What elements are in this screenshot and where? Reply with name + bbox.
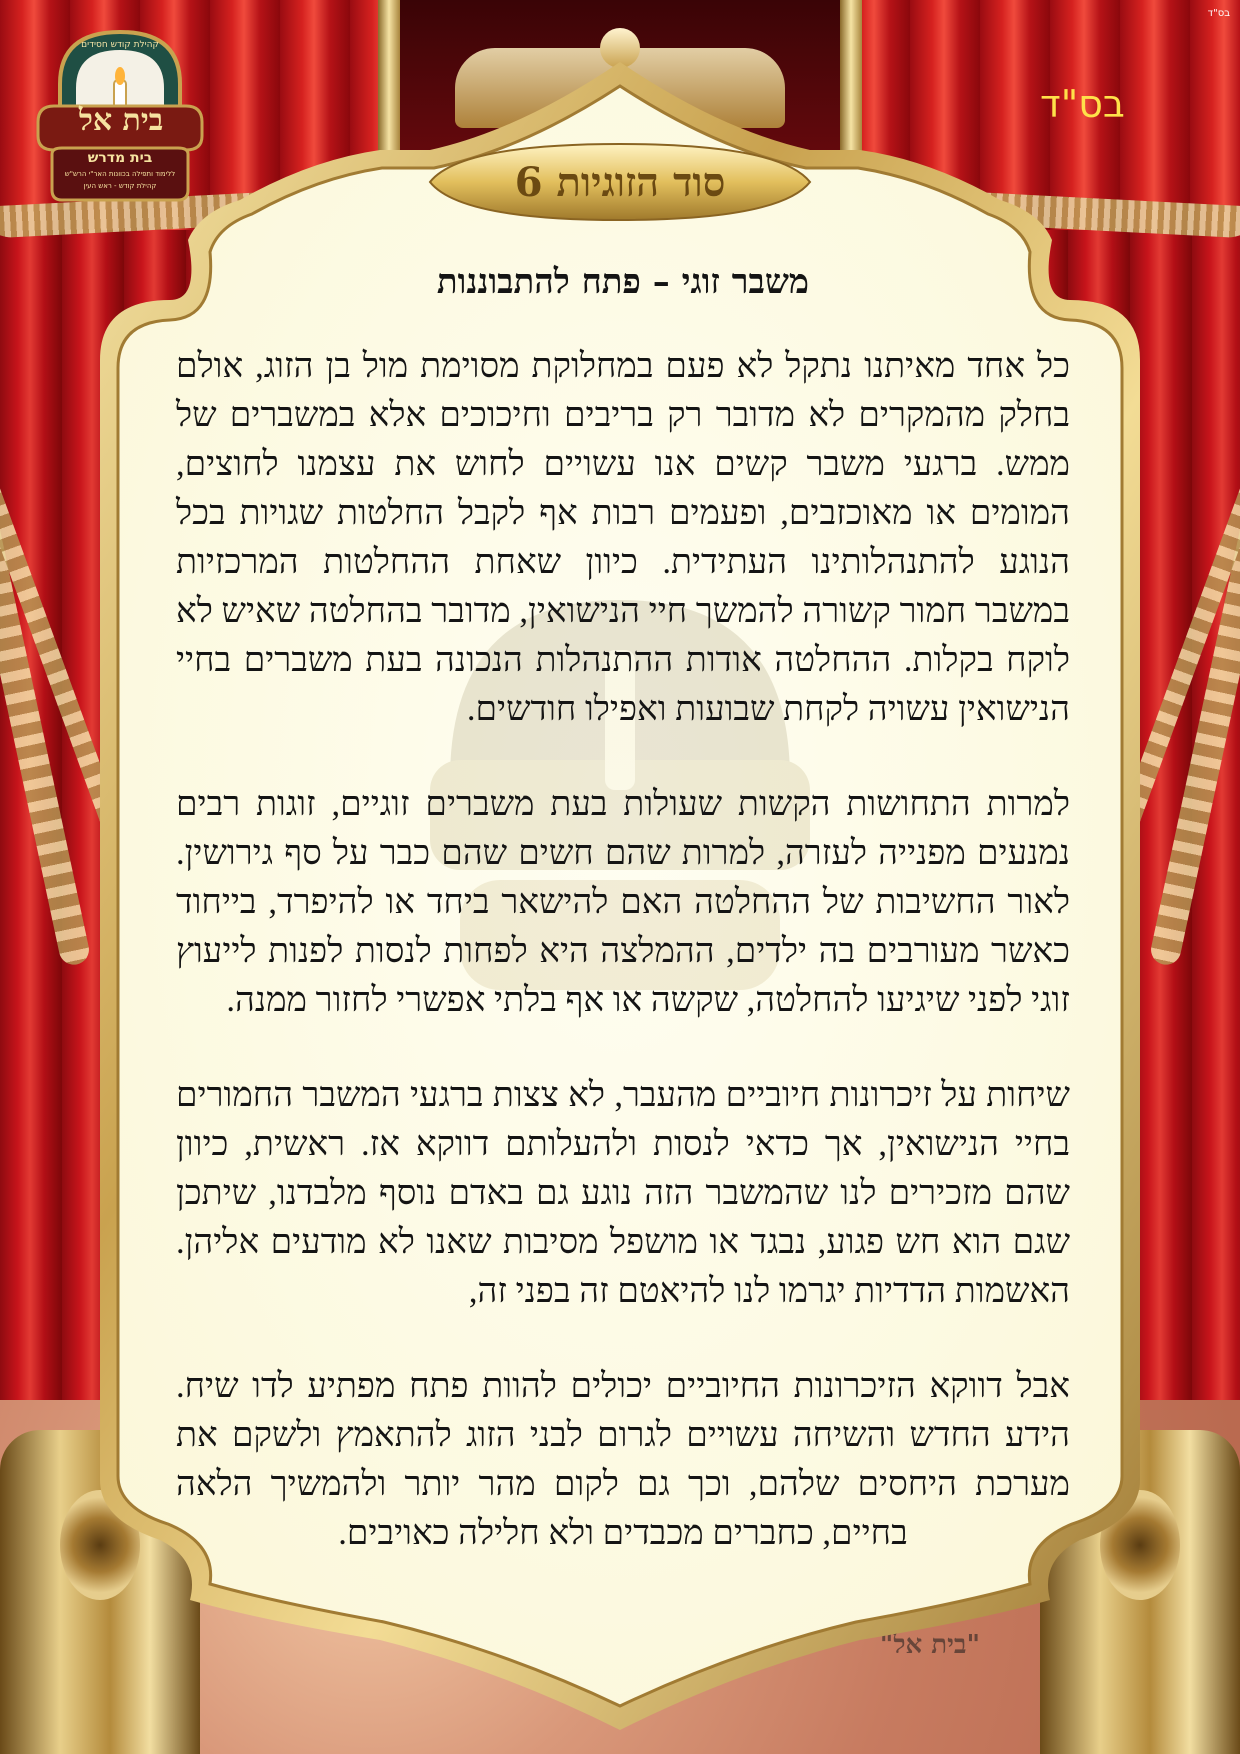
logo-plaque-line2: קהילת קודש - ראש העין [83,182,157,190]
bsd-label: בס"ד [1040,82,1125,126]
paragraph-4: אבל דווקא הזיכרונות החיוביים יכולים להוות פתח מפתיע לדו שיח. הידע החדש והשיחה עשויים לגרום לבני הזוג להתאמץ ולשקם את מערכת היחסים שלהם, וכך גם לקום מהר יותר ולהמשיך הלאה בחיים, כחברים מכבדים ולא חלילה כאויבים. [176,1367,1070,1552]
corner-bsd-label: בס"ד [1207,8,1230,19]
paragraph-1: כל אחד מאיתנו נתקל לא פעם במחלוקת מסוימת מול בן הזוג, אולם בחלק מהמקרים לא מדובר רק בריבים וחיכוכים אלא במשברים של ממש. ברגעי משבר קשים אנו עשויים לחוש את עצמנו לחוצים, המומים או מאוכזבים, ופעמים רבות אף לקבל החלטות שגויות בכל הנוגע להתנהלותינו העתידית. כיוון שאחת ההחלטות המרכזיות במשבר חמור קשורה להמשך חיי הנישואין, מדובר בהחלטה שאיש לא לוקח בקלות. ההחלטה אודות ההתנהלות הנכונה בעת משברים בחיי הנישואין עשויה לקחת שבועות ואפילו חודשים. [176,347,1070,728]
logo-plaque-line1: ללימוד ותפילה בכוונות האר"י הרש"ש [64,170,176,178]
paragraph-3: שיחות על זיכרונות חיוביים מהעבר, לא צצות ברגעי המשבר החמורים בחיי הנישואין, אך כדאי לנסות ולהעלותם דווקא אז. ראשית, כיוון שהם מזכירים לנו שהמשבר הזה נוגע גם באדם נוסף מלבדנו, שיתכן שגם הוא חש פגוע, נבגד או מושפל מסיבות שאנו לא מודעים אליהן. האשמות הדדיות יגרמו לנו להיאטם זה בפני זה, [176,1076,1070,1310]
series-title: סוד הזוגיות 6 [514,158,726,206]
logo-plaque-title: בית מדרש [87,150,153,166]
logo-arc-text: קהילת קודש חסידים [81,40,159,50]
article [176,262,1070,1604]
logo-main-text: בית אל [78,103,164,138]
paragraph-2: למרות התחושות הקשות שעולות בעת משברים זוגיים, זוגות רבים נמנעים מפנייה לעזרה, למרות שהם חשים שהם כבר על סף גירושין. לאור החשיבות של ההחלטה האם להישאר ביחד או להיפרד, בייחוד כאשר מעורבים בה ילדים, ההמלצה היא לפחות לנסות לפנות לייעוץ זוגי לפני שיגיעו להחלטה, שקשה או אף בלתי אפשרי לחזור ממנה. [176,785,1070,1019]
article-title: משבר זוגי – פתח להתבוננות [436,262,810,302]
footer-line-2: "בית אל" [879,1630,980,1660]
